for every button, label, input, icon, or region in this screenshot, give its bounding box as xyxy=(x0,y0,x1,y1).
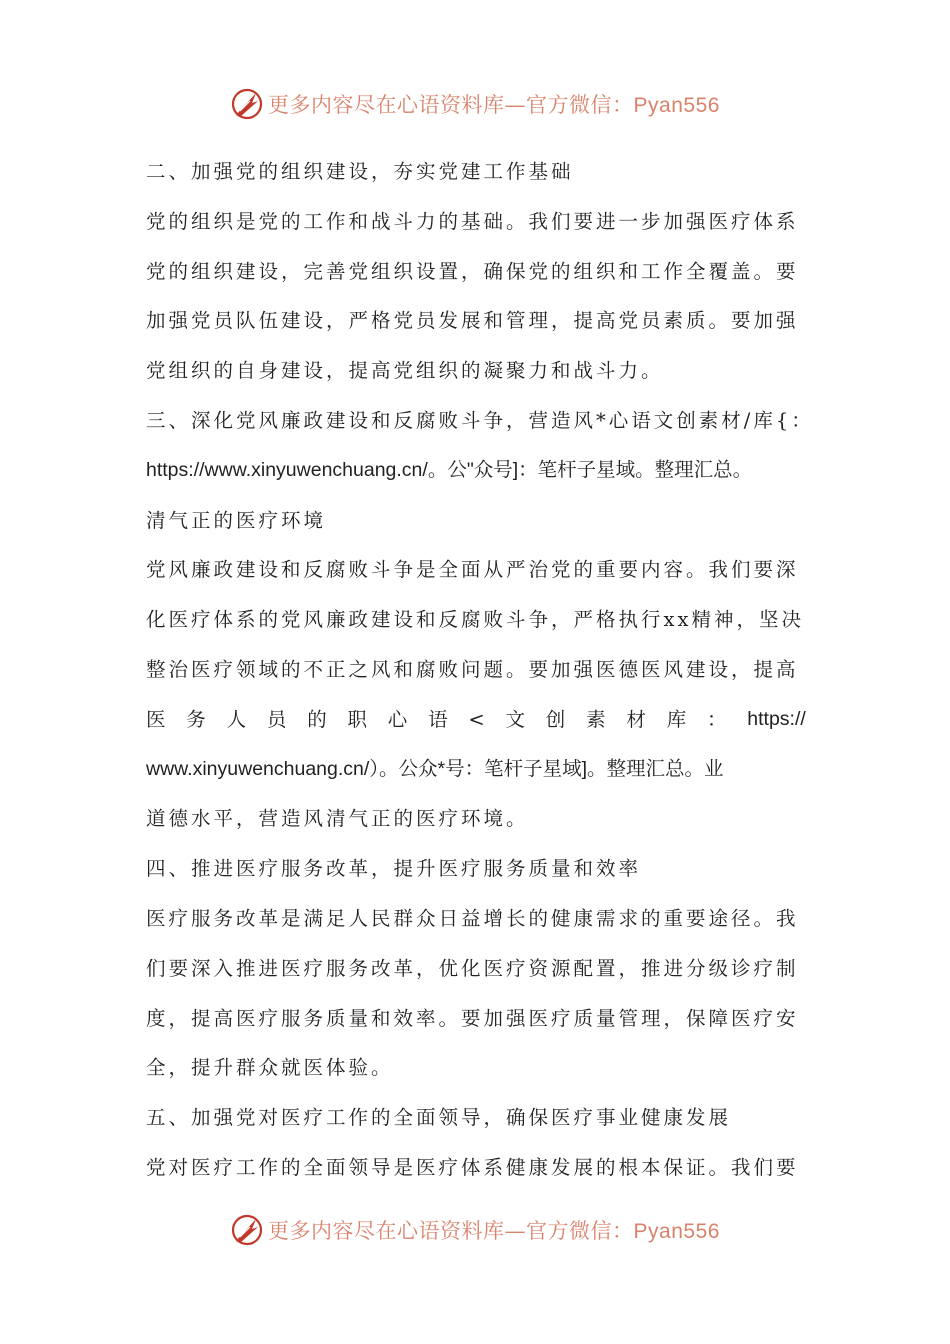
paragraph-line: 医疗服务改革是满足人民群众日益增长的健康需求的重要途径。我 xyxy=(146,906,799,930)
paragraph-line: 加强党员队伍建设，严格党员发展和管理，提高党员素质。要加强 xyxy=(146,309,799,333)
paragraph-line: 党的组织是党的工作和战斗力的基础。我们要进一步加强医疗体系 xyxy=(146,209,799,233)
header-banner xyxy=(0,82,950,126)
paragraph-line-justified: 医 务 人 员 的 职 心 语 < 文 创 素 材 库 ： https:// xyxy=(146,707,806,731)
document-body xyxy=(146,147,814,1193)
paragraph-line: 们要深入推进医疗服务改革，优化医疗资源配置，推进分级诊疗制 xyxy=(146,956,799,980)
quill-logo-icon xyxy=(230,1213,264,1247)
paragraph-line: 党的组织建设，完善党组织设置，确保党的组织和工作全覆盖。要 xyxy=(146,259,799,283)
section-heading-5: 五、加强党对医疗工作的全面领导，确保医疗事业健康发展 xyxy=(146,1106,732,1130)
paragraph-line: 全，提升群众就医体验。 xyxy=(146,1056,394,1080)
banner-text: 更多内容尽在心语资料库—官方微信：Pyan556 xyxy=(268,93,720,117)
paragraph-line: 党组织的自身建设，提高党组织的凝聚力和战斗力。 xyxy=(146,359,664,383)
paragraph-line: 党风廉政建设和反腐败斗争是全面从严治党的重要内容。我们要深 xyxy=(146,558,799,582)
section-heading-4: 四、推进医疗服务改革，提升医疗服务质量和效率 xyxy=(146,857,642,881)
paragraph-line-url: www.xinyuwenchuang.cn/）。公众*号：笔杆子星域]。整理汇总。业 xyxy=(146,757,724,780)
section-heading-3: 三、深化党风廉政建设和反腐败斗争，营造风*心语文创素材/库{： xyxy=(146,408,814,432)
section-heading-2: 二、加强党的组织建设，夯实党建工作基础 xyxy=(146,160,574,183)
paragraph-line: 整治医疗领域的不正之风和腐败问题。要加强医德医风建设，提高 xyxy=(146,657,799,681)
paragraph-line: 度，提高医疗服务质量和效率。要加强医疗质量管理，保障医疗安 xyxy=(146,1006,799,1030)
banner-text: 更多内容尽在心语资料库—官方微信：Pyan556 xyxy=(268,1219,720,1243)
paragraph-line-url: https://www.xinyuwenchuang.cn/。公"众号]：笔杆子星域。整理汇总。 xyxy=(146,458,753,481)
paragraph-line: 化医疗体系的党风廉政建设和反腐败斗争，严格执行xx精神，坚决 xyxy=(146,608,804,632)
paragraph-line: 党对医疗工作的全面领导是医疗体系健康发展的根本保证。我们要 xyxy=(146,1155,799,1179)
paragraph-line: 道德水平，营造风清气正的医疗环境。 xyxy=(146,807,529,831)
paragraph-line: 清气正的医疗环境 xyxy=(146,508,327,532)
footer-banner xyxy=(0,1208,950,1252)
quill-logo-icon xyxy=(230,87,264,121)
